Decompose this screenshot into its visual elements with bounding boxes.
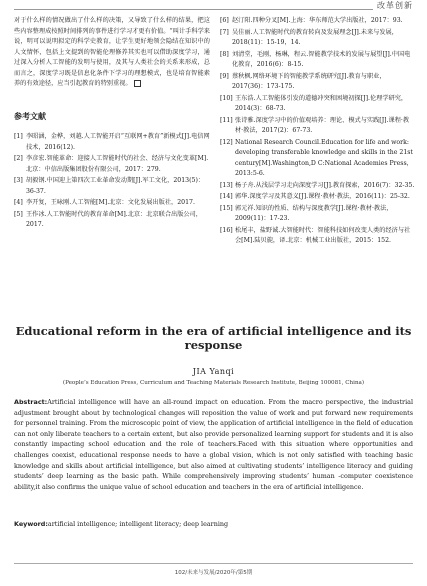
reference-number: [9] xyxy=(220,72,229,80)
body-paragraph xyxy=(14,16,210,90)
page-footer: 102/未来与发展/2020年/第5期 xyxy=(174,570,253,576)
reference-item xyxy=(220,72,415,93)
reference-number: [1] xyxy=(14,133,23,140)
reference-number: [8] xyxy=(220,50,229,58)
reference-number: [2] xyxy=(14,155,23,162)
reference-item xyxy=(220,94,415,115)
reference-text: 王东浩.人工智能体引发的道德冲突和困境初探[J].伦理学研究，2014(3)：68-73. xyxy=(235,94,408,112)
reference-item xyxy=(220,226,415,247)
reference-text: 松尾丰，盐野诚.大智能时代：智能科技如何改变人类的经济与社会[M].陆贝旎，译.北京：机械工业出版社，2015：152. xyxy=(235,226,411,244)
reference-item xyxy=(14,176,210,197)
reference-text: 杨子舟.从浅层学习走向深度学习[J].教育探索，2016(7)：32-35. xyxy=(235,181,415,189)
keywords xyxy=(14,520,413,528)
reference-item xyxy=(220,192,415,203)
reference-text: 李彦宏.智能革命：迎接人工智能时代的社会、经济与文化变革[M].北京：中信出版集团股份有限公司，2017：279. xyxy=(26,155,209,173)
left-column xyxy=(14,16,210,232)
reference-number: [3] xyxy=(14,177,23,184)
reference-text: 郭华.深度学习及其意义[J].课程·教材·教法，2016(11)：25-32. xyxy=(235,193,410,200)
reference-text: 赵汀阳.四种分叉[M].上海：华东师范大学出版社，2017：93. xyxy=(232,17,403,24)
body-paragraph-text: 对于什么样的情况做出了什么样的决策，又导致了什么样的结果，把这些内容整理成按照时间排列的事件进行学习才更有价值。“叫计手科学来说，明可以说明拟定的科学史教育，让学生更好地领会隐结在知识中的人文情怀，包括上文提到的智能伦理修养其实也可以借助深度学习，通过深入分析人工智能的发明与使用，及其与人类社会的关系来形成，总而言之，深度学习既是信息化条件下学习的理想模式，也是培育智能素养的有效途径，应当引起教育的特别重视。 xyxy=(14,17,210,87)
reference-number: [10] xyxy=(220,94,233,102)
right-column xyxy=(220,16,415,248)
reference-item xyxy=(220,16,415,27)
reference-number: [15] xyxy=(220,204,233,212)
footer-rule xyxy=(14,563,413,564)
reference-number: [13] xyxy=(220,181,233,189)
reference-item xyxy=(220,181,415,192)
reference-text: 蔡秋枫.网络环境下的智能教学系统研究[J].教育与职业，2017(36)：173-175. xyxy=(232,72,386,90)
reference-text: 刘清堂，毛刚，杨琳，程云.智能教学技术的发展与展望[J].中国电化教育，2016(6)：8-15. xyxy=(232,50,411,68)
reference-item xyxy=(14,154,210,175)
reference-item xyxy=(220,204,415,225)
references-title: 参考文献 xyxy=(14,111,46,121)
abstract-text: Artificial intelligence will have an all-round impact on education. From the macro perspective, the industrial adjustment brought about by technological changes will reposition the value of work and put forward new requirements for personnel training. From the microscopic point of view, the application of artificial intelligence in the field of education can not only liberate teachers to a certain extent, but also provide personalized learning support for students and it is also constantly impacting school education and the role of teachers.Faced with this situation where opportunities and challenges coexist, educational response needs to have a global vision, which is not only satisfied with teaching basic knowledge and skills about artificial intelligence, but also aimed at cultivating students’ intelligence literacy and guiding students’ deep learning as the basic path. While comprehensively improving students’ human -computer coexistence ability,it also confirms the unique value of school education and teachers in the era of artificial intelligence. xyxy=(14,398,413,491)
reference-text: 胡毅钢.中国迎上第四次工业革命发动期[J].军工文化，2013(5)：36-37. xyxy=(26,177,205,195)
abstract xyxy=(14,397,413,492)
reference-item xyxy=(220,50,415,71)
reference-item xyxy=(220,28,415,49)
header-rule xyxy=(14,9,413,10)
reference-text: 李开复，王咏刚.人工智能[M].北京：文化发展出版社，2017. xyxy=(26,199,195,206)
reference-text: 张诗雅.深度学习中的价值观培养：理论、模式与实践[J].课程·教材·教法，2017(2)：67-73. xyxy=(235,116,410,134)
reference-text: 王作冰.人工智能时代的教育革命[M].北京：北京联合出版公司，2017. xyxy=(26,210,202,228)
reference-text: National Research Council.Education for life and work: developing transferable knowledge and skills in the 21st century[M].Washington,D C:National Academies Press，2013:5-6. xyxy=(235,138,413,177)
keywords-label: Keyword: xyxy=(14,520,48,528)
affiliation: (People’s Education Press, Curriculum and Teaching Materials Research Institute, Beijing 100081, China) xyxy=(62,380,365,386)
author: JIA Yanqi xyxy=(192,367,235,376)
end-mark-icon xyxy=(134,80,141,87)
keywords-text: artificial intelligence; intelligent literacy; deep learning xyxy=(47,520,229,528)
reference-number: [5] xyxy=(14,210,23,218)
section-header: 改革创新 xyxy=(373,0,413,11)
reference-number: [12] xyxy=(220,138,233,146)
reference-item xyxy=(14,210,210,231)
references-list-right xyxy=(220,16,415,247)
reference-number: [7] xyxy=(220,28,229,36)
reference-number: [4] xyxy=(14,199,23,206)
reference-item xyxy=(220,116,415,137)
english-title: Educational reform in the era of artificial intelligence and its response xyxy=(15,324,412,352)
reference-text: 郭元祥.知识的性质、结构与深度教学[J].课程·教材·教法，2009(11)：17-23. xyxy=(235,204,393,222)
reference-number: [6] xyxy=(220,17,229,24)
reference-item xyxy=(220,138,415,180)
reference-text: 李昭涵，金桦，刘越.人工智能开启“互联网+教育”新模式[J].电信网技术，2016(12). xyxy=(26,133,210,151)
reference-item xyxy=(14,198,210,209)
reference-number: [16] xyxy=(220,226,233,234)
abstract-label: Abstract: xyxy=(14,398,48,406)
reference-number: [14] xyxy=(220,193,233,200)
references-list-left xyxy=(14,132,210,231)
reference-item xyxy=(14,132,210,153)
reference-text: 吴佳丽.人工智能时代的教育转向及发展理念[J].未来与发展，2018(11)：15-19，14. xyxy=(232,28,398,46)
reference-number: [11] xyxy=(220,116,233,124)
english-title-block xyxy=(14,324,413,386)
